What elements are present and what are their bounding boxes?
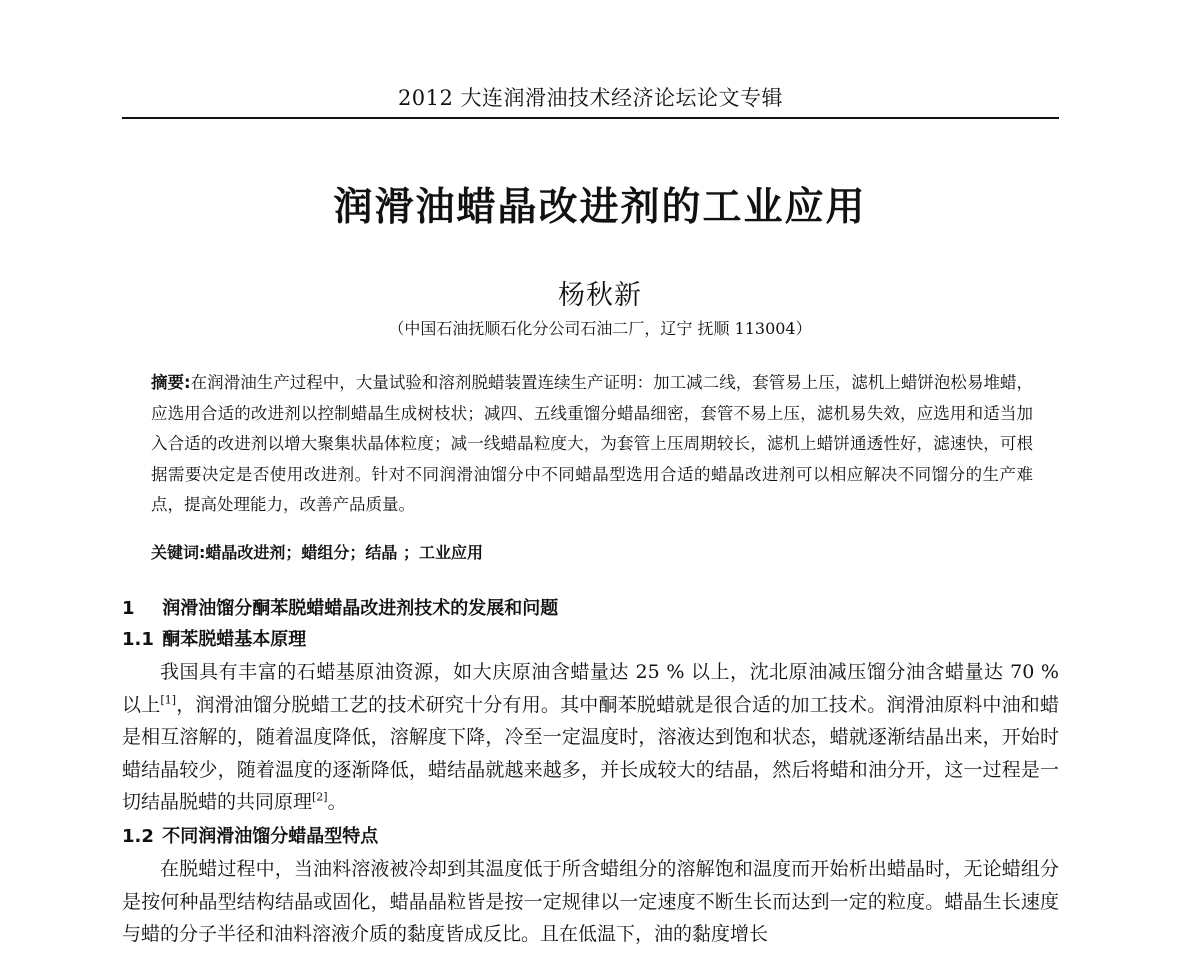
section-heading-1-2 (122, 822, 378, 848)
paragraph-text: ，润滑油馏分脱蜡工艺的技术研究十分有用。其中酮苯脱蜡就是很合适的加工技术。润滑油原料中油和蜡是相互溶解的，随着温度降低，溶解度下降，冷至一定温度时，溶液达到饱和状态，蜡就逐渐结晶出来，开始时蜡结晶较少，随着温度的逐渐降低，蜡结晶就越来越多，并长成较大的结晶，然后将蜡和油分开，这一过程是一切结晶脱蜡的共同原理 (122, 693, 1059, 813)
running-header: 2012 大连润滑油技术经济论坛论文专辑 (397, 86, 784, 110)
section-title: 润滑油馏分酮苯脱蜡蜡晶改进剂技术的发展和问题 (162, 598, 559, 619)
section-heading-1-1 (122, 625, 306, 651)
section-title: 不同润滑油馏分蜡晶型特点 (162, 826, 379, 847)
section-heading-1 (122, 594, 558, 620)
keywords-label: 关键词: (151, 543, 206, 562)
paragraph-text: 我国具有丰富的石蜡基原油资源，如大庆原油含蜡量达 25 % 以上，沈北原油减压馏分油含蜡量达 70 % 以上 (122, 661, 1059, 716)
section-number: 1.1 (122, 629, 154, 650)
keywords (151, 540, 1033, 563)
abstract (151, 368, 1033, 521)
paragraph-1-2: 在脱蜡过程中，当油料溶液被冷却到其温度低于所含蜡组分的溶解饱和温度而开始析出蜡晶时，无论蜡组分是按何种晶型结构结晶或固化，蜡晶晶粒皆是按一定规律以一定速度不断生长而达到一定的粒度。蜡晶生长速度与蜡的分子半径和油料溶液介质的黏度皆成反比。且在低温下，油的黏度增长 (122, 858, 1059, 945)
paragraph-text: 。 (327, 791, 347, 813)
header-rule (122, 117, 1059, 119)
abstract-text: 在润滑油生产过程中，大量试验和溶剂脱蜡装置连续生产证明：加工减二线，套管易上压，滤机上蜡饼泡松易堆蜡，应选用合适的改进剂以控制蜡晶生成树枝状；减四、五线重馏分蜡晶细密，套管不易上压，滤机易失效，应选用和适当加入合适的改进剂以增大聚集状晶体粒度；减一线蜡晶粒度大，为套管上压周期较长，滤机上蜡饼通透性好，滤速快，可根据需要决定是否使用改进剂。针对不同润滑油馏分中不同蜡晶型选用合适的蜡晶改进剂可以相应解决不同馏分的生产难点，提高处理能力，改善产品质量。 (151, 373, 1033, 514)
author-affiliation: （中国石油抚顺石化分公司石油二厂，辽宁 抚顺 113004） (388, 319, 812, 338)
keywords-text: 蜡晶改进剂；蜡组分；结晶 ；工业应用 (205, 543, 483, 562)
abstract-label: 摘要: (151, 373, 191, 392)
section-title: 酮苯脱蜡基本原理 (162, 629, 307, 650)
section-number: 1 (122, 598, 135, 619)
author-name: 杨秋新 (558, 280, 642, 311)
paragraph-1-1 (122, 656, 1059, 819)
citation-ref[interactable]: [2] (312, 790, 328, 804)
citation-ref[interactable]: [1] (160, 693, 176, 707)
section-number: 1.2 (122, 826, 154, 847)
paper-title: 润滑油蜡晶改进剂的工业应用 (333, 185, 867, 230)
